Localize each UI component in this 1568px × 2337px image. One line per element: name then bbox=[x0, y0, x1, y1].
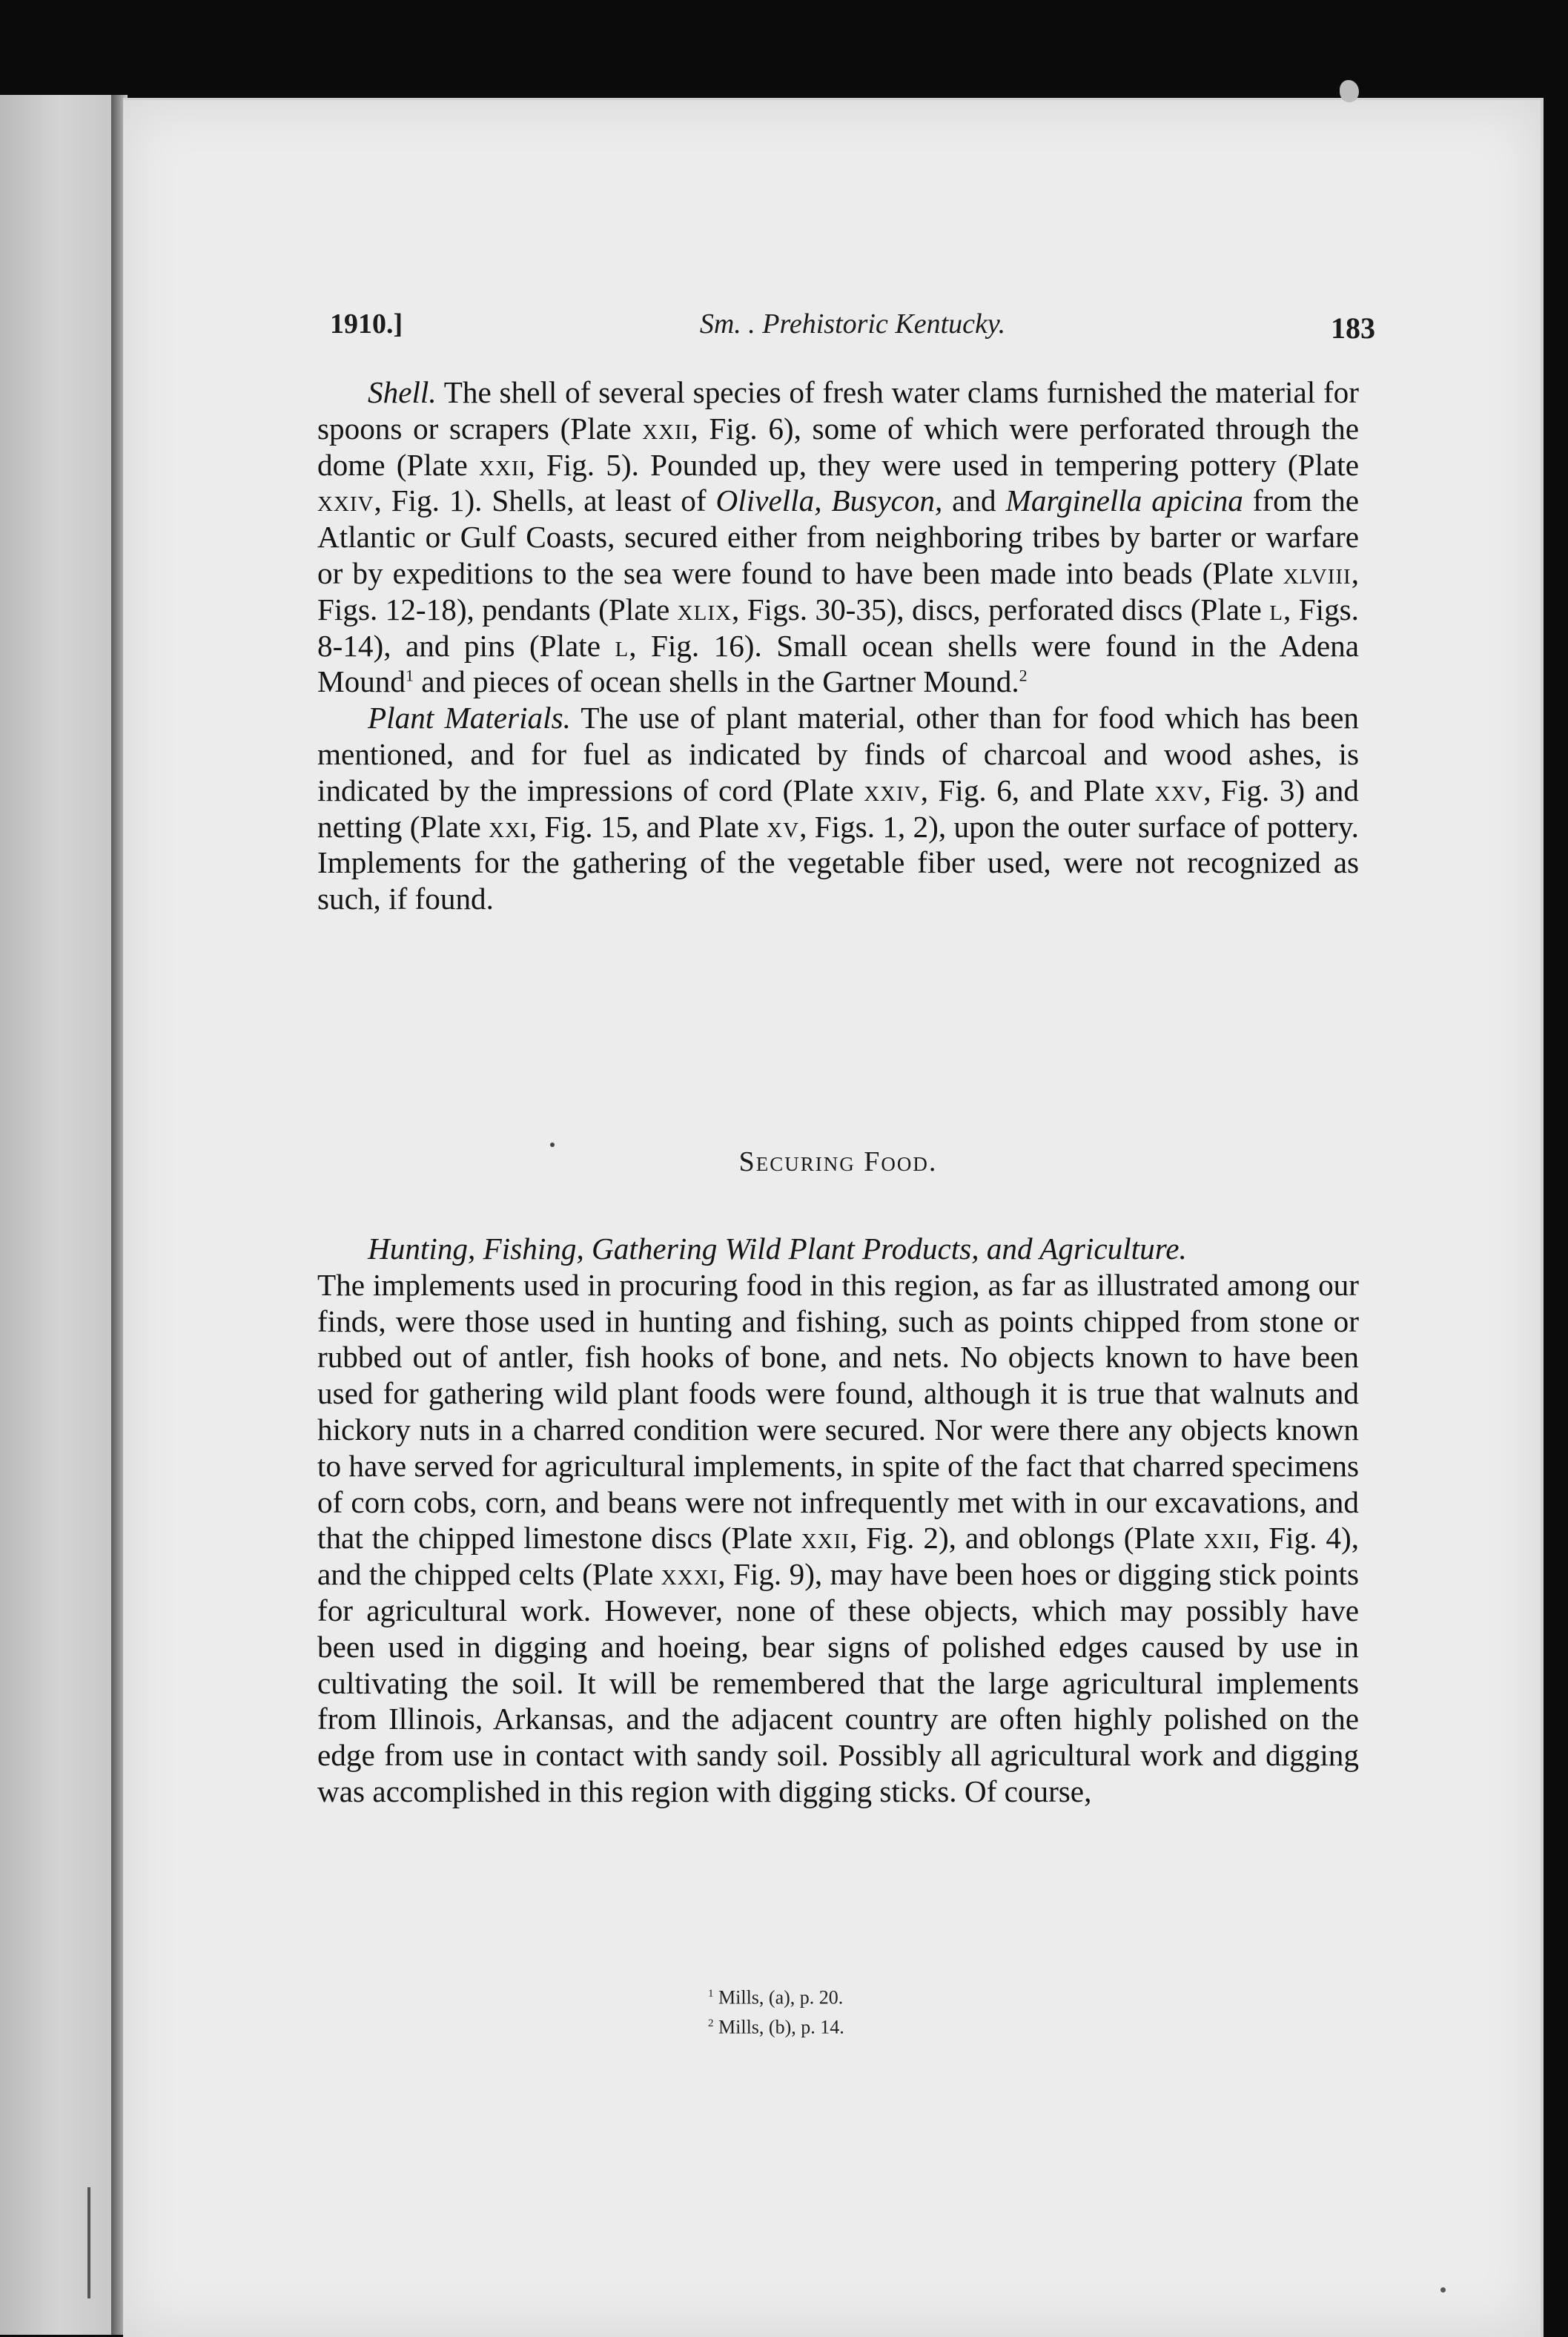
text-run: , Figs. 30-35), discs, perforated discs (Plate bbox=[731, 592, 1270, 627]
text-run: , Fig. 2), and oblongs (Plate bbox=[849, 1521, 1204, 1556]
print-speck bbox=[1440, 2287, 1446, 2293]
plate-numeral: xv bbox=[767, 809, 800, 844]
plate-numeral: xxi bbox=[489, 809, 529, 844]
footnote-mark: 1 bbox=[708, 1988, 714, 2000]
plate-numeral: xxxi bbox=[661, 1557, 718, 1592]
plate-numeral: xlix bbox=[677, 592, 732, 627]
page-number: 183 bbox=[1331, 311, 1375, 345]
genus-names: Olivella, Busycon, bbox=[715, 483, 943, 518]
plate-numeral: xxiv bbox=[317, 483, 374, 518]
paragraph-food-implements bbox=[317, 1267, 1359, 1810]
text-run: and bbox=[942, 483, 1006, 518]
text-run: , Fig. 9), may have been hoes or digging stick points for agricultural work. However, none of these objects, which may possibly have been used in digging and hoeing, bear signs of polished edges caused by use in cultivating the soil. It will be remembered that the large agricultural implements from Illinois, Arkansas, and the adjacent country are often highly polished on the edge from use in contact with sandy soil. Possibly all agricultural work and digging was accomplished in this region with digging sticks. Of course, bbox=[317, 1557, 1360, 1808]
running-head bbox=[330, 308, 1375, 352]
text-run: , Fig. 4), and the chipped celts (Plate bbox=[317, 1521, 1359, 1592]
footnote-ref-1: 1 bbox=[406, 666, 414, 685]
plate-numeral: xxii bbox=[479, 447, 528, 482]
text-run: , Fig. 5). Pounded up, they were used in tempering pottery (Plate bbox=[527, 447, 1359, 482]
text-run: , Figs. 8-14), and pins (Plate bbox=[317, 592, 1359, 663]
plate-numeral: xxv bbox=[1154, 773, 1204, 807]
text-run: The use of plant material, other than for food which has been mentioned, and for fuel as indicated by finds of charcoal and wood ashes, is indicated by the impressions of cord (Plate bbox=[317, 701, 1359, 807]
text-run: , Fig. 1). Shells, at least of bbox=[374, 483, 716, 518]
plate-numeral: xlviii bbox=[1283, 555, 1352, 590]
text-run: The implements used in procuring food in this region, as far as illustrated among our finds, were those used in hunting and fishing, such as points chipped from stone or rubbed out of antler, fish hooks of bone, and nets. No objects known to have been used for gathering wild plant foods were found, although it is true that walnuts and hickory nuts in a charred condition were secured. Nor were there any objects known to have served for agricultural implements, in spite of the fact that charred specimens of corn cobs, corn, and beans were not infrequently met with in our excavations, and that the chipped limestone discs (Plate bbox=[317, 1267, 1359, 1556]
text-run: , Fig. 3) and netting (Plate bbox=[317, 773, 1359, 844]
text-run: , Figs. 12-18), pendants (Plate bbox=[317, 555, 1359, 627]
body-text-upper bbox=[317, 374, 1359, 917]
text-run: , Figs. 1, 2), upon the outer surface of pottery. Implements for the gathering of the vegetable fiber used, were not recognized as such, if found. bbox=[317, 809, 1359, 916]
subsection-heading: Hunting, Fishing, Gathering Wild Plant Products, and Agriculture. bbox=[368, 1232, 1187, 1266]
text-run: , Fig. 6, and Plate bbox=[920, 773, 1155, 807]
text-run: , Fig. 6), some of which were perforated through the dome (Plate bbox=[317, 411, 1359, 482]
plate-numeral: l bbox=[615, 628, 629, 663]
paragraph-lead-plant: Plant Materials. bbox=[368, 701, 571, 736]
body-text-lower bbox=[317, 1231, 1359, 1810]
footnote-mark: 2 bbox=[708, 2017, 714, 2029]
plate-numeral: xxiv bbox=[864, 773, 921, 807]
footnote-1 bbox=[708, 1981, 1079, 2011]
plate-numeral: xxii bbox=[1203, 1521, 1252, 1556]
margin-scan-mark bbox=[87, 2187, 90, 2298]
text-run: The shell of several species of fresh water clams furnished the material for spoons or scrapers (Plate bbox=[317, 375, 1359, 446]
footnotes bbox=[708, 1981, 1079, 2040]
running-head-year: 1910.] bbox=[330, 308, 403, 340]
section-heading: Securing Food. bbox=[738, 1146, 938, 1177]
plate-numeral: xxii bbox=[642, 411, 691, 446]
plate-numeral: l bbox=[1269, 592, 1283, 627]
footnote-text: Mills, (a), p. 20. bbox=[713, 1986, 844, 2009]
paragraph-plant-materials bbox=[317, 700, 1359, 917]
plate-numeral: xxii bbox=[801, 1521, 850, 1556]
footnote-2 bbox=[708, 2011, 1079, 2040]
footnote-ref-2: 2 bbox=[1019, 666, 1028, 685]
text-run: and pieces of ocean shells in the Gartner Mound. bbox=[414, 664, 1019, 699]
text-run: , Fig. 16). Small ocean shells were found in the Adena Mound bbox=[317, 628, 1359, 699]
text-run: , Fig. 15, and Plate bbox=[529, 809, 767, 844]
running-head-title: Sm. . Prehistoric Kentucky. bbox=[699, 308, 1006, 340]
footnote-text: Mills, (b), p. 14. bbox=[713, 2016, 844, 2038]
text-run: from the Atlantic or Gulf Coasts, secured either from neighboring tribes by barter or warfare or by expeditions to the sea were found to have been made into beads (Plate bbox=[317, 483, 1359, 590]
scan-artifact-mark bbox=[1340, 80, 1359, 102]
species-name: Marginella apicina bbox=[1005, 483, 1243, 518]
paragraph-lead-shell: Shell. bbox=[368, 375, 437, 409]
paragraph-shell bbox=[317, 374, 1359, 700]
facing-page-edge bbox=[0, 95, 119, 2335]
